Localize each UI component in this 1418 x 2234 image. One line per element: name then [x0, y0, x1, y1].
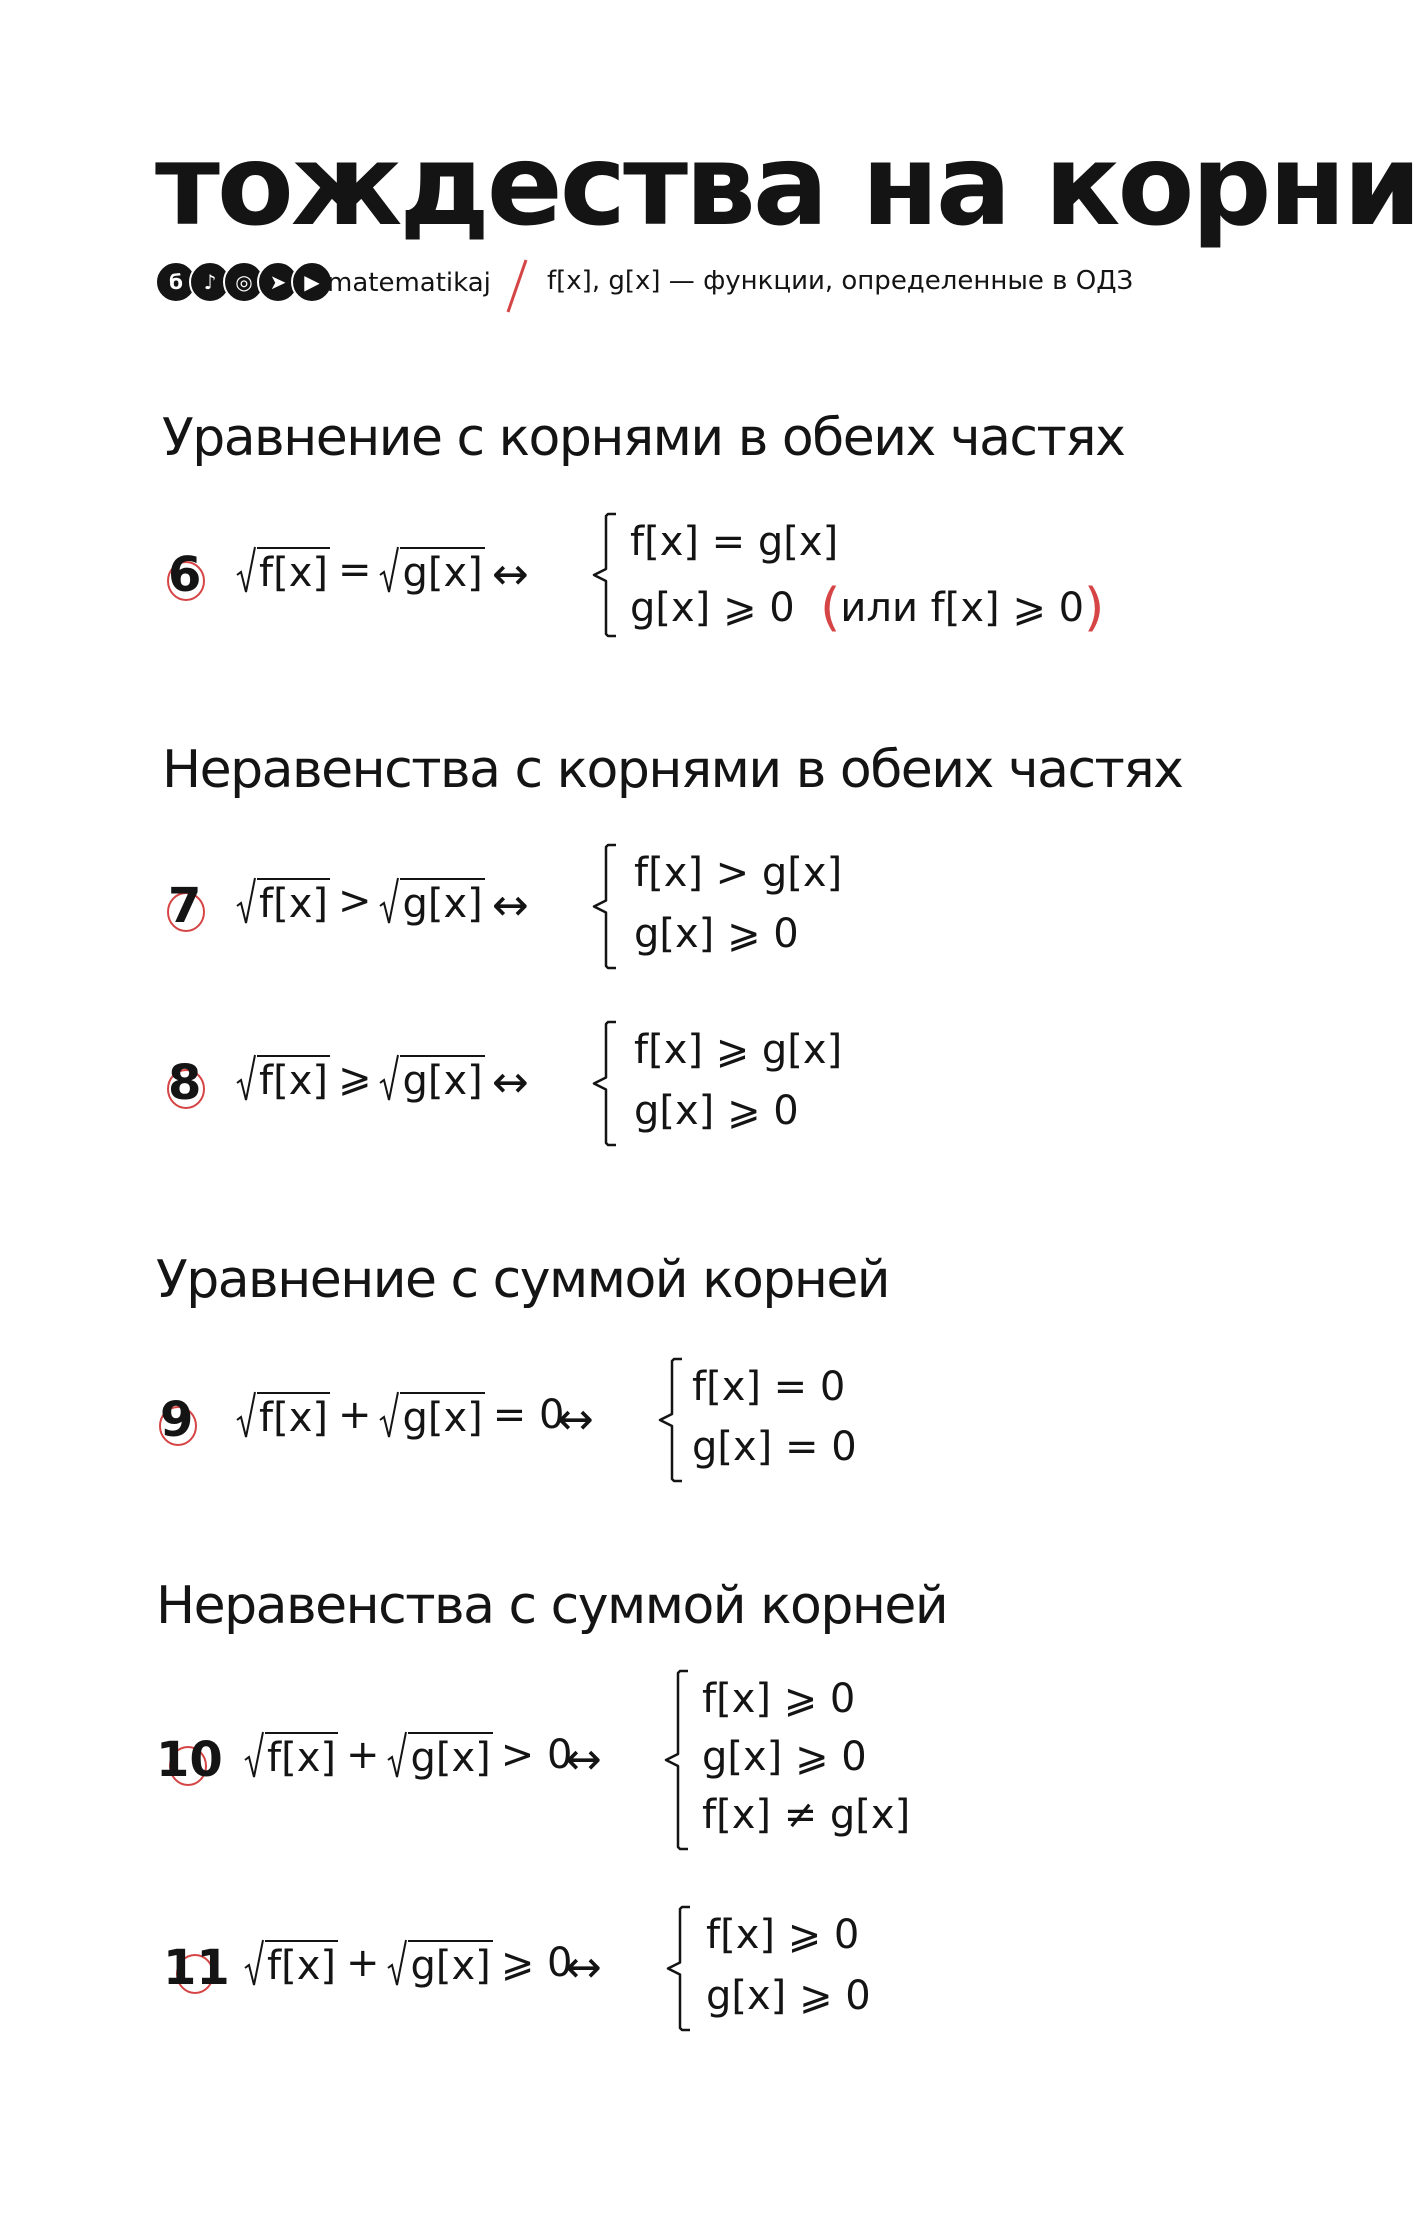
- radical-sign-icon: [387, 1938, 407, 1988]
- system-condition: [702, 1792, 911, 1838]
- rule-lhs: [244, 1938, 580, 1988]
- radical-sign-icon: [379, 1053, 399, 1103]
- alt-paren-open: (: [820, 578, 841, 638]
- radicand: g[x]: [400, 1055, 484, 1103]
- radicand: f[x]: [257, 878, 330, 926]
- sqrt-radical: [236, 1053, 330, 1103]
- rule-lhs: [236, 1390, 572, 1440]
- sqrt-radical: [379, 1053, 484, 1103]
- rhs-value: = 0: [492, 1392, 565, 1438]
- system-brace-icon: [662, 1669, 692, 1851]
- radicand: f[x]: [257, 1055, 330, 1103]
- equivalence-arrow: ↔: [565, 1734, 602, 1785]
- alternative-condition: или f[x] ⩾ 0: [840, 585, 1085, 631]
- condition-text: f[x] ⩾ g[x]: [634, 1026, 843, 1073]
- telegram-icon[interactable]: ➤: [257, 261, 299, 303]
- operator: +: [337, 1392, 372, 1438]
- radicand: f[x]: [265, 1732, 338, 1780]
- rule-number: 9: [160, 1392, 194, 1448]
- system-brace-icon: [664, 1905, 694, 2032]
- system-brace-icon: [590, 843, 620, 970]
- rule-number: 8: [168, 1055, 202, 1111]
- equivalence-arrow: ↔: [557, 1394, 594, 1445]
- rule-number: 7: [168, 878, 202, 934]
- rule-lhs: [244, 1730, 580, 1780]
- alt-paren-close: ): [1084, 578, 1105, 638]
- section-heading: Неравенства с суммой корней: [156, 1576, 948, 1636]
- operator: >: [337, 878, 372, 924]
- sqrt-radical: [244, 1730, 338, 1780]
- system-condition: [702, 1734, 867, 1780]
- vk-icon[interactable]: б: [155, 261, 197, 303]
- tiktok-icon[interactable]: ♪: [189, 261, 231, 303]
- rhs-value: ⩾ 0: [500, 1940, 573, 1986]
- rule-lhs: [236, 876, 485, 926]
- radicand: g[x]: [400, 878, 484, 926]
- section-heading: Уравнение с суммой корней: [156, 1250, 890, 1310]
- sqrt-radical: [244, 1938, 338, 1988]
- instagram-icon[interactable]: ◎: [223, 261, 265, 303]
- equivalence-arrow: ↔: [492, 1057, 529, 1108]
- radical-sign-icon: [244, 1730, 264, 1780]
- rule-number: 6: [168, 547, 202, 603]
- system-condition: [706, 1972, 871, 2019]
- radicand: g[x]: [408, 1732, 492, 1780]
- section-heading: Уравнение с корнями в обеих частях: [162, 408, 1125, 468]
- youtube-icon[interactable]: ▶: [291, 261, 333, 303]
- divider-slash: [502, 258, 532, 314]
- sqrt-radical: [379, 876, 484, 926]
- domain-note: f[x], g[x] — функции, определенные в ОДЗ: [547, 266, 1134, 296]
- condition-text: g[x] ⩾ 0: [702, 1734, 867, 1780]
- system-condition: [634, 1087, 799, 1134]
- condition-text: f[x] ⩾ 0: [702, 1676, 856, 1722]
- equivalence-arrow: ↔: [492, 880, 529, 931]
- condition-text: f[x] = 0: [692, 1364, 846, 1410]
- condition-text: g[x] ⩾ 0: [630, 585, 795, 631]
- social-links: [155, 258, 325, 306]
- radical-sign-icon: [379, 1390, 399, 1440]
- account-handle: matematikaj: [327, 268, 491, 298]
- system-condition: [702, 1676, 856, 1722]
- radicand: f[x]: [257, 547, 330, 595]
- operator: +: [345, 1732, 380, 1778]
- radical-sign-icon: [379, 545, 399, 595]
- radical-sign-icon: [236, 876, 256, 926]
- sqrt-radical: [387, 1730, 492, 1780]
- system-condition: [692, 1424, 857, 1470]
- sqrt-radical: [236, 876, 330, 926]
- rule-lhs: [236, 1053, 485, 1103]
- rule-number: 11: [163, 1940, 230, 1996]
- radical-sign-icon: [244, 1938, 264, 1988]
- operator: =: [337, 547, 372, 593]
- equivalence-arrow: ↔: [565, 1942, 602, 1993]
- radical-sign-icon: [379, 876, 399, 926]
- sqrt-radical: [387, 1938, 492, 1988]
- radicand: g[x]: [400, 547, 484, 595]
- radicand: g[x]: [408, 1940, 492, 1988]
- sqrt-radical: [379, 545, 484, 595]
- section-heading: Неравенства с корнями в обеих частях: [162, 740, 1183, 800]
- radical-sign-icon: [236, 545, 256, 595]
- system-condition: [692, 1364, 846, 1410]
- operator: ⩾: [337, 1055, 372, 1101]
- system-brace-icon: [656, 1357, 686, 1483]
- rhs-value: > 0: [500, 1732, 573, 1778]
- rule-lhs: [236, 545, 485, 595]
- page-title: тождества на корни: [155, 121, 1418, 251]
- condition-text: f[x] ≠ g[x]: [702, 1792, 911, 1838]
- condition-text: f[x] = g[x]: [630, 519, 839, 565]
- rule-number: 10: [156, 1732, 223, 1788]
- operator: +: [345, 1940, 380, 1986]
- radical-sign-icon: [236, 1390, 256, 1440]
- condition-text: g[x] ⩾ 0: [706, 1972, 871, 2019]
- condition-text: f[x] > g[x]: [634, 849, 843, 896]
- system-condition: [706, 1911, 860, 1958]
- radicand: f[x]: [265, 1940, 338, 1988]
- system-condition: [634, 910, 799, 957]
- system-condition: [630, 578, 1105, 638]
- system-condition: [634, 849, 843, 896]
- condition-text: g[x] ⩾ 0: [634, 1087, 799, 1134]
- sqrt-radical: [379, 1390, 484, 1440]
- radical-sign-icon: [236, 1053, 256, 1103]
- system-brace-icon: [590, 1020, 620, 1147]
- system-brace-icon: [590, 512, 620, 638]
- equivalence-arrow: ↔: [492, 549, 529, 600]
- condition-text: g[x] = 0: [692, 1424, 857, 1470]
- sqrt-radical: [236, 545, 330, 595]
- condition-text: g[x] ⩾ 0: [634, 910, 799, 957]
- radicand: f[x]: [257, 1392, 330, 1440]
- system-condition: [630, 519, 839, 565]
- radicand: g[x]: [400, 1392, 484, 1440]
- sqrt-radical: [236, 1390, 330, 1440]
- condition-text: f[x] ⩾ 0: [706, 1911, 860, 1958]
- system-condition: [634, 1026, 843, 1073]
- radical-sign-icon: [387, 1730, 407, 1780]
